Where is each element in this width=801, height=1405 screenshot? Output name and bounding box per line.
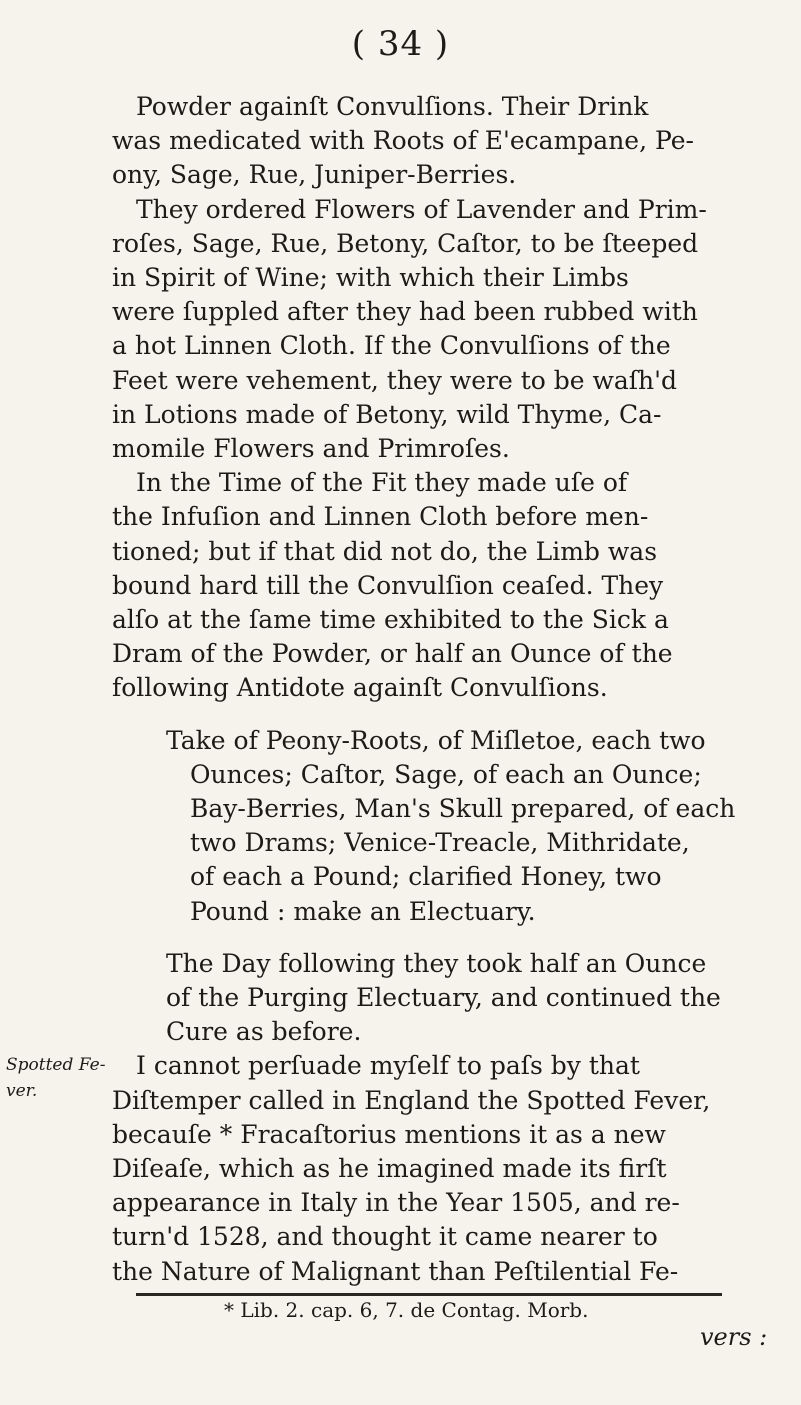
recipe-line: Bay-Berries, Man's Skull prepared, of each [190,794,736,823]
margin-note: ver. [6,1081,38,1101]
text-line: ony, Sage, Rue, Juniper-Berries. [112,160,517,189]
recipe-line: of each a Pound; clarified Honey, two [190,862,662,891]
recipe-line: Ounces; Caſtor, Sage, of each an Ounce; [190,760,702,789]
text-line: Diſtemper called in England the Spotted Fever, [112,1086,711,1115]
text-line: Feet were vehement, they were to be waſh'd [112,366,678,395]
text-line: momile Flowers and Primroſes. [112,434,510,463]
text-line: a hot Linnen Cloth. If the Convulſions of the [112,331,671,360]
text-line: turn'd 1528, and thought it came nearer to [112,1222,658,1251]
recipe-line: two Drams; Venice-Treacle, Mithridate, [190,828,690,857]
text-line: the Infuſion and Linnen Cloth before men- [112,502,649,531]
text-line: Diſeaſe, which as he imagined made its firſt [112,1154,667,1183]
text-line: in Lotions made of Betony, wild Thyme, Ca- [112,400,662,429]
text-line: becauſe * Fracaſtorius mentions it as a new [112,1120,666,1149]
footnote-rule [136,1293,722,1296]
text-line: the Nature of Malignant than Peſtilential Fe- [112,1257,679,1286]
text-line: They ordered Flowers of Lavender and Prim- [136,195,707,224]
text-line: roſes, Sage, Rue, Betony, Caſtor, to be ſteeped [112,229,699,258]
text-line: The Day following they took half an Ounce [166,949,707,978]
margin-note: Spotted Fe- [6,1055,106,1075]
text-line: bound hard till the Convulſion ceaſed. They [112,571,664,600]
text-line: was medicated with Roots of E'ecampane, Pe- [112,126,694,155]
text-line: alſo at the ſame time exhibited to the Sick a [112,605,669,634]
recipe-line: Take of Peony-Roots, of Miſletoe, each two [166,726,706,755]
text-line: In the Time of the Fit they made uſe of [136,468,628,497]
text-line: following Antidote againſt Convulſions. [112,673,608,702]
recipe-line: Pound : make an Electuary. [190,897,536,926]
text-line: tioned; but if that did not do, the Limb was [112,537,658,566]
text-line: Dram of the Powder, or half an Ounce of the [112,639,673,668]
page-number: ( 34 ) [351,24,450,64]
catchword: vers : [700,1323,768,1351]
text-line: Cure as before. [166,1017,362,1046]
footnote: * Lib. 2. cap. 6, 7. de Contag. Morb. [224,1298,589,1322]
text-line: I cannot perſuade myſelf to paſs by that [136,1051,640,1080]
text-line: were ſuppled after they had been rubbed with [112,297,698,326]
text-line: appearance in Italy in the Year 1505, and re- [112,1188,680,1217]
text-line: of the Purging Electuary, and continued the [166,983,721,1012]
text-line: Powder againſt Convulſions. Their Drink [136,92,649,121]
text-line: in Spirit of Wine; with which their Limbs [112,263,629,292]
